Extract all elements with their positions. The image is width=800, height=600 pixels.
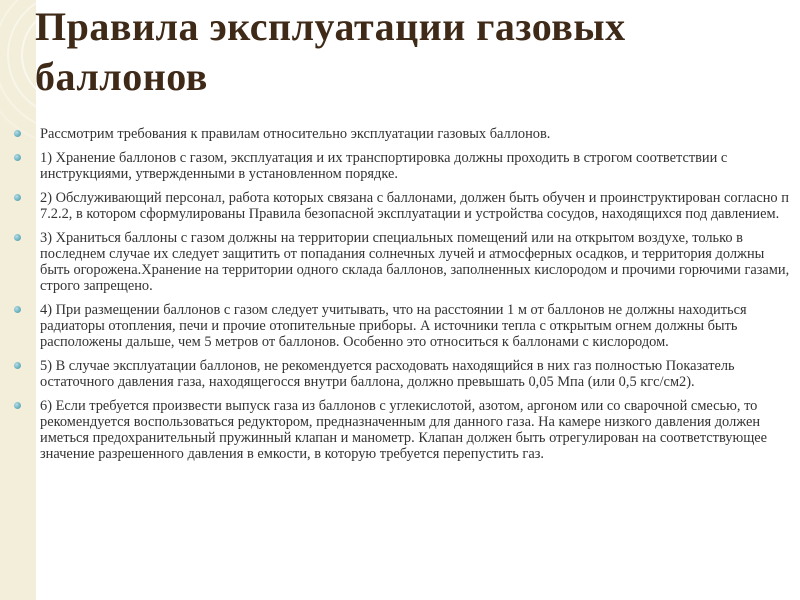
list-item (14, 150, 794, 182)
circle-bullet-icon (14, 402, 21, 409)
list-item (14, 358, 794, 390)
list-item (14, 302, 794, 350)
list-item (14, 126, 794, 142)
paragraph-text: 6) Если требуется произвести выпуск газа из баллонов с углекислотой, азотом, аргоном или со сварочной смесью, то рекомендуется воспользоваться редуктором, предназначенным для данного газа. На камере низкого давления должен иметься предохранительный пружинный клапан и манометр. Клапан должен быть отрегулирован на соответствующее значение разрешенного давления в емкости, в которую требуется перепустить газ. (40, 398, 768, 462)
paragraph-text: 2) Обслуживающий персонал, работа которых связана с баллонами, должен быть обучен и проинструктирован согласно п 7.2.2, в котором сформулированы Правила безопасной эксплуатации и устройства сосудов, находящихся под давлением. (40, 190, 789, 222)
circle-bullet-icon (14, 130, 21, 137)
paragraph-text: 3) Храниться баллоны с газом должны на территории специальных помещений или на открытом воздухе, только в последнем случае их следует защитить от попадания солнечных лучей и атмосферных осадков, и территория должны быть огорожена.Хранение на территории одного склада баллонов, заполненных кислородом и прочими горючими газами, строго запрещено. (40, 230, 790, 294)
slide-title: Правила эксплуатации газовых баллонов (35, 4, 626, 99)
paragraph-text: Рассмотрим требования к правилам относительно эксплуатации газовых баллонов. (40, 126, 551, 142)
list-item (14, 190, 794, 222)
paragraph-text: 5) В случае эксплуатации баллонов, не рекомендуется расходовать находящийся в них газ полностью Показатель остаточного давления газа, находящегосся внутри баллона, должно превышать 0,05 Мпа (или 0,5 кгс/см2). (40, 358, 735, 390)
circle-bullet-icon (14, 154, 21, 161)
bullet-list (14, 126, 794, 470)
circle-bullet-icon (14, 362, 21, 369)
circle-bullet-icon (14, 234, 21, 241)
circle-bullet-icon (14, 306, 21, 313)
circle-bullet-icon (14, 194, 21, 201)
paragraph-text: 1) Хранение баллонов с газом, эксплуатация и их транспортировка должны проходить в строгом соответствии с инструкциями, утвержденными в установленном порядке. (40, 150, 728, 182)
list-item (14, 398, 794, 462)
paragraph-text: 4) При размещении баллонов с газом следует учитывать, что на расстоянии 1 м от баллонов не должны находиться радиаторы отопления, печи и прочие отопительные приборы. А источники тепла с открытым огнем должны быть расположены дальше, чем 5 метров от баллонов. Особенно это относиться к баллонами с кислородом. (40, 302, 747, 350)
list-item (14, 230, 794, 294)
